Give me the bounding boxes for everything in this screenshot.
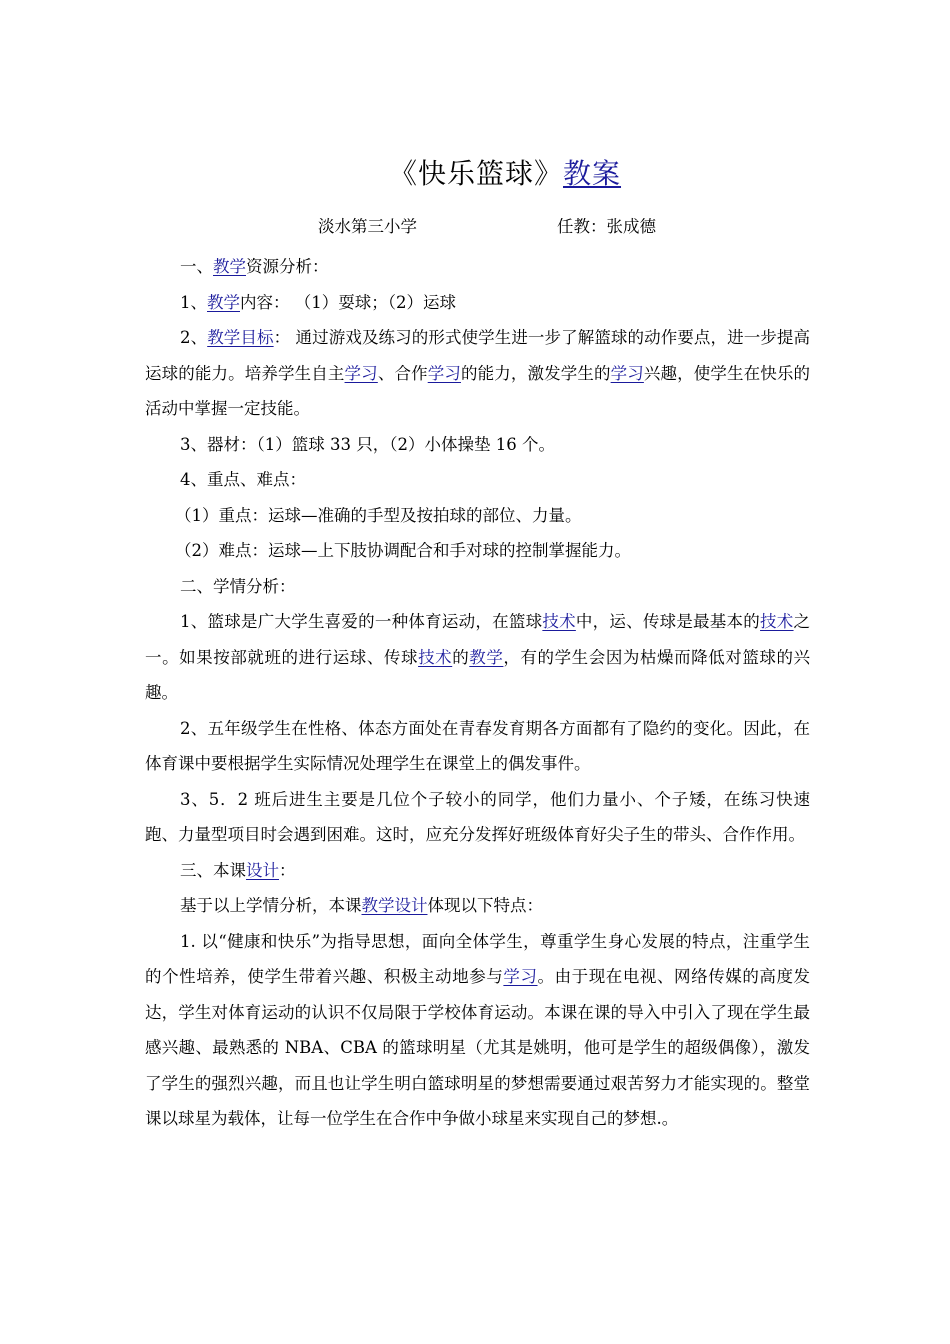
difficult-point: （2）难点：运球—上下肢协调配合和手对球的控制掌握能力。 — [175, 541, 631, 560]
equipment: 3、器材：（1）篮球 33 只，（2）小体操垫 16 个。 — [180, 434, 555, 454]
link-xuexi[interactable]: 学习 — [610, 363, 644, 383]
link-jishu[interactable]: 技术 — [542, 612, 576, 631]
goal-text: 兴趣，使学生在快乐的活动中掌握一定技能。 — [145, 363, 811, 418]
goal-text: 的能力，激发学生的 — [460, 363, 611, 383]
link-jiaoxue[interactable]: 教学 — [213, 257, 246, 276]
link-jiaoxue-mubiao[interactable]: 教学目标 — [207, 328, 274, 347]
paragraph-text: 1. 以“健康和快乐”为指导思想，面向全体学生，尊重学生身心发展的特点，注重学生的个性培养，使学生带着兴趣、积极主动地参与 — [145, 931, 810, 986]
paragraph-text: 基于以上学情分析，本课 — [180, 896, 362, 915]
key-points-heading: 4、重点、难点： — [180, 470, 306, 489]
teacher-name: 任教：张成德 — [557, 217, 656, 236]
analysis-paragraph-1 — [145, 604, 810, 711]
section-heading-3 — [145, 853, 810, 889]
paragraph-text: 。由于现在电视、网络传媒的高度发达，学生对体育运动的认识不仅局限于学校体育运动。本课在课的导入中引入了现在学生最感兴趣、最熟悉的 NBA、CBA 的篮球明星（尤其是姚明，他可是学生的超级偶像），激发了学生的强烈兴趣，而且也让学生明白篮球明星的梦想需要通过艰苦努力才能实现的。整堂课以球星为载体，让每一位学生在合作中争做小球星来实现自己的梦想.。 — [145, 967, 811, 1128]
heading-text: 资源分析： — [246, 257, 329, 276]
paragraph-text: 中，运、传球是最基本的 — [575, 612, 761, 631]
link-jishu[interactable]: 技术 — [418, 647, 453, 667]
item-text: 内容： （1）耍球；（2）运球 — [240, 292, 456, 312]
key-point: （1）重点：运球—准确的手型及按拍球的部位、力量。 — [175, 505, 582, 525]
school-name: 淡水第三小学 — [318, 217, 417, 236]
link-jiaoxue-sheji[interactable]: 教学设计 — [361, 896, 428, 915]
section-heading-2: 二、学情分析： — [180, 576, 296, 596]
design-paragraph-1 — [145, 924, 810, 1137]
link-jiaoxue[interactable]: 教学 — [207, 292, 240, 312]
paragraph-text: 体现以下特点： — [427, 896, 543, 915]
heading-text: ： — [279, 860, 296, 880]
heading-number: 一、 — [180, 257, 213, 276]
goal-text: ： 通过游戏及练习的形式使学生进一步了解篮球的动作要点，进一步提高运球的能力。培养学生自主 — [145, 328, 811, 383]
link-xuexi[interactable]: 学习 — [503, 967, 538, 986]
heading-text: 三、本课 — [180, 860, 246, 880]
title-link-jiaoan[interactable]: 教案 — [563, 157, 622, 190]
goal-text: 、合作 — [377, 363, 428, 383]
section-heading-1 — [145, 249, 810, 285]
paragraph-text: 的 — [452, 647, 470, 667]
analysis-paragraph-2: 2、五年级学生在性格、体态方面处在青春发育期各方面都有了隐约的变化。因此，在体育课中要根据学生实际情况处理学生在课堂上的偶发事件。 — [145, 718, 810, 773]
link-jishu[interactable]: 技术 — [760, 612, 794, 631]
title-text: 《快乐篮球》 — [388, 157, 563, 190]
teaching-content — [145, 285, 810, 321]
link-xuexi[interactable]: 学习 — [427, 363, 461, 383]
link-sheji[interactable]: 设计 — [246, 860, 279, 880]
paragraph-text: ，有的学生会因为枯燥而降低对篮球的兴趣。 — [145, 647, 811, 702]
link-xuexi[interactable]: 学习 — [344, 363, 378, 383]
teaching-goal — [145, 320, 810, 427]
item-number: 2、 — [180, 328, 208, 347]
item-number: 1、 — [180, 292, 207, 312]
paragraph-text: 之一。如果按部就班的进行运球、传球 — [145, 612, 811, 667]
design-intro — [145, 888, 810, 924]
document-body — [145, 249, 810, 1137]
analysis-paragraph-3: 3、5．2 班后进生主要是几位个子较小的同学，他们力量小、个子矮，在练习快速跑、力量型项目时会遇到困难。这时，应充分发挥好班级体育好尖子生的带头、合作作用。 — [145, 789, 810, 844]
link-jiaoxue[interactable]: 教学 — [469, 647, 504, 667]
paragraph-text: 1、篮球是广大学生喜爱的一种体育运动，在篮球 — [180, 612, 543, 631]
document-title — [0, 152, 950, 192]
